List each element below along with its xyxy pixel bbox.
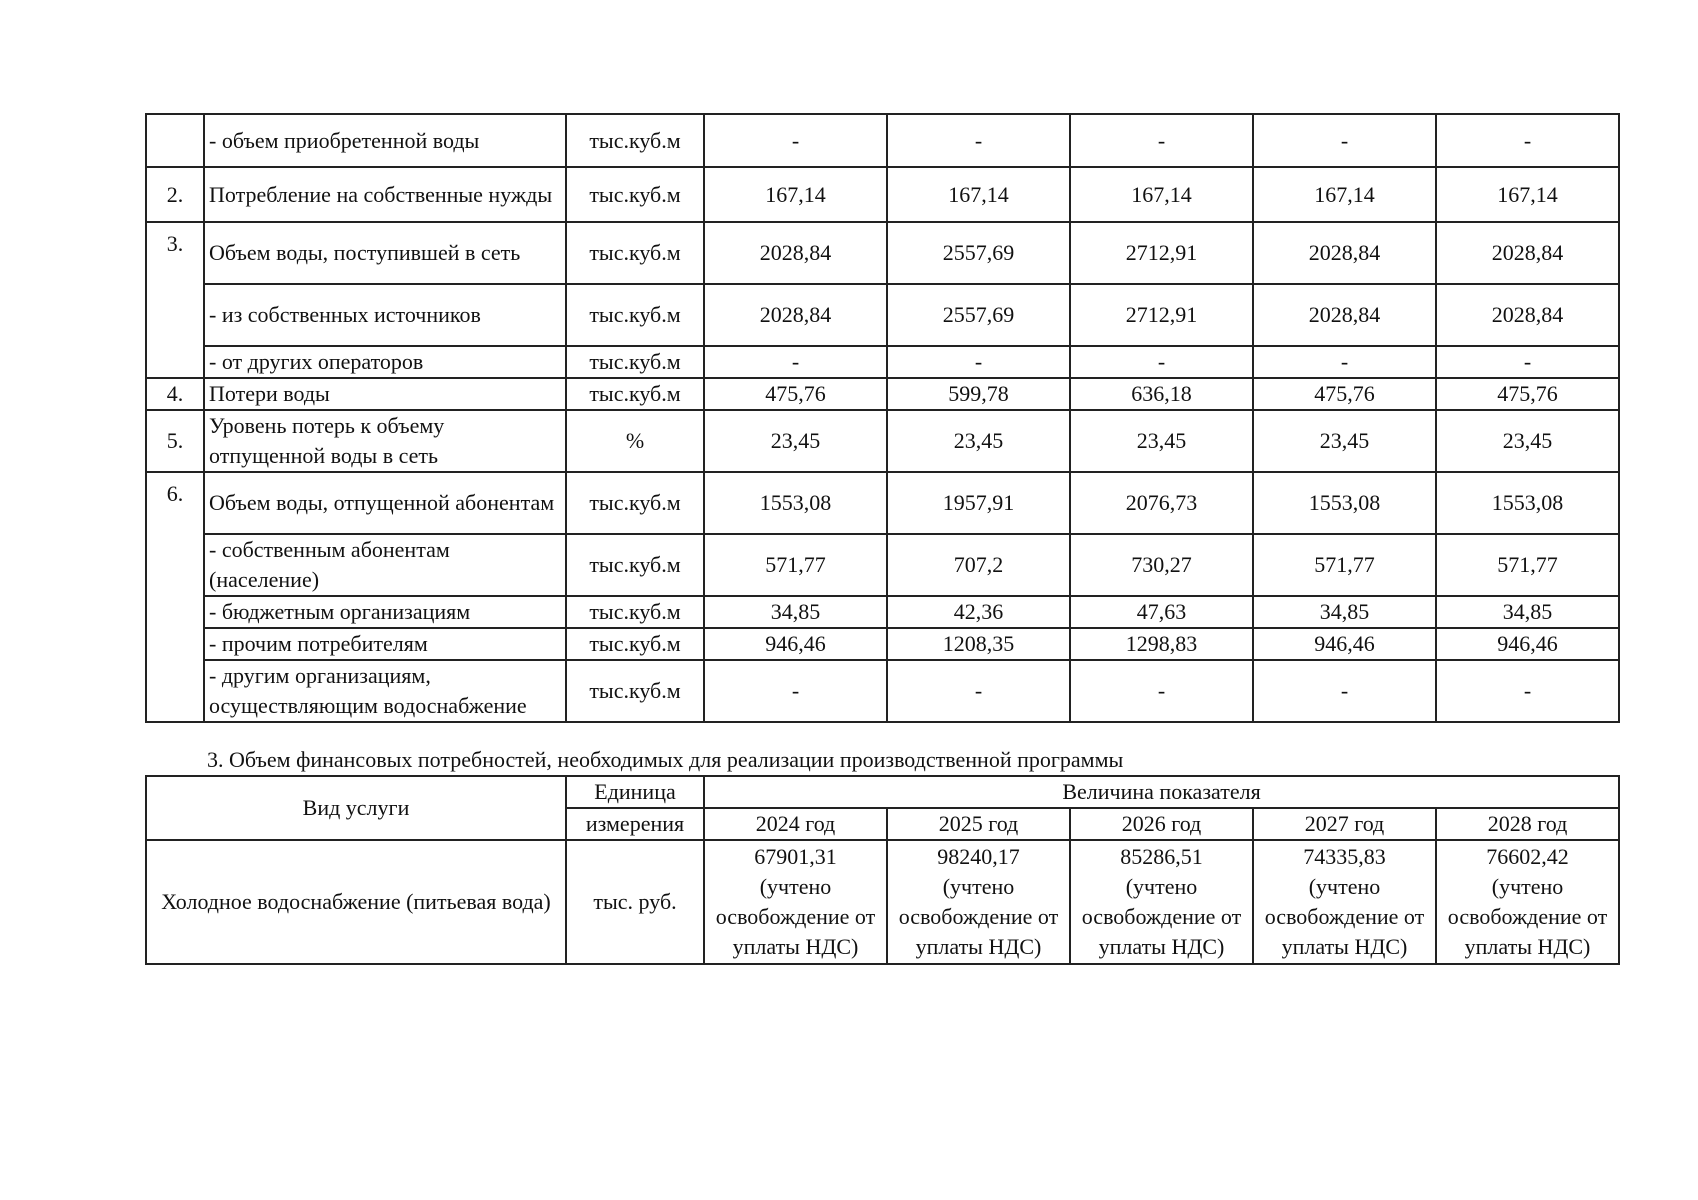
vat-note-line2: освобождение от	[1081, 904, 1242, 929]
value-cell: -	[1070, 114, 1253, 167]
row-label: Потери воды	[204, 378, 566, 410]
table-row	[146, 840, 1619, 964]
table-row	[146, 378, 1619, 410]
row-unit: тыс.куб.м	[566, 284, 704, 346]
value-cell: -	[1070, 660, 1253, 722]
vat-note-line2: освобождение от	[1447, 904, 1608, 929]
value-cell: 1298,83	[1070, 628, 1253, 660]
value-cell: 1957,91	[887, 472, 1070, 534]
table-row	[146, 284, 1619, 346]
row-label: - собственным абонентам (население)	[204, 534, 566, 596]
value-cell: -	[704, 660, 887, 722]
row-number: 3.	[146, 222, 204, 378]
row-number: 4.	[146, 378, 204, 410]
financial-value: 74335,83	[1303, 844, 1386, 869]
vat-note-line3: уплаты НДС)	[915, 934, 1042, 959]
row-number: 2.	[146, 167, 204, 222]
year-header: 2025 год	[887, 808, 1070, 840]
value-cell: 1553,08	[1253, 472, 1436, 534]
vat-note-line1: (учтено	[942, 874, 1015, 899]
vat-note-line3: уплаты НДС)	[1281, 934, 1408, 959]
table-row	[146, 167, 1619, 222]
year-header: 2028 год	[1436, 808, 1619, 840]
value-cell: 2028,84	[1253, 284, 1436, 346]
value-cell: 23,45	[1070, 410, 1253, 472]
financial-needs-table	[145, 775, 1620, 965]
value-cell: 2028,84	[1436, 284, 1619, 346]
value-cell: 730,27	[1070, 534, 1253, 596]
value-cell: 167,14	[1436, 167, 1619, 222]
value-cell: 571,77	[1253, 534, 1436, 596]
value-cell: 167,14	[887, 167, 1070, 222]
table-row	[146, 472, 1619, 534]
row-unit: тыс.куб.м	[566, 114, 704, 167]
value-cell: 167,14	[1253, 167, 1436, 222]
water-balance-table	[145, 113, 1620, 723]
value-cell: 2557,69	[887, 284, 1070, 346]
value-cell: -	[1070, 346, 1253, 378]
row-label: - из собственных источников	[204, 284, 566, 346]
value-cell: -	[1253, 346, 1436, 378]
row-label: - другим организациям, осуществляющим водоснабжение	[204, 660, 566, 722]
value-cell: 2028,84	[1436, 222, 1619, 284]
financial-value-cell	[704, 840, 887, 964]
value-cell: 946,46	[1253, 628, 1436, 660]
financial-value: 76602,42	[1486, 844, 1569, 869]
row-label: Уровень потерь к объему отпущенной воды в сеть	[204, 410, 566, 472]
row-label: - прочим потребителям	[204, 628, 566, 660]
financial-value: 67901,31	[754, 844, 837, 869]
vat-note-line3: уплаты НДС)	[732, 934, 859, 959]
vat-note-line1: (учтено	[759, 874, 832, 899]
service-name: Холодное водоснабжение (питьевая вода)	[146, 840, 566, 964]
value-cell: 2028,84	[704, 284, 887, 346]
vat-note-line3: уплаты НДС)	[1098, 934, 1225, 959]
value-cell: 34,85	[1436, 596, 1619, 628]
value-cell: 23,45	[1253, 410, 1436, 472]
row-label: Потребление на собственные нужды	[204, 167, 566, 222]
row-label: Объем воды, поступившей в сеть	[204, 222, 566, 284]
financial-value-cell	[887, 840, 1070, 964]
unit-header-line1: Единица	[566, 776, 704, 808]
value-cell: -	[704, 114, 887, 167]
value-cell: -	[1436, 114, 1619, 167]
row-unit: тыс.куб.м	[566, 378, 704, 410]
vat-note-line2: освобождение от	[898, 904, 1059, 929]
vat-note-line1: (учтено	[1125, 874, 1198, 899]
value-cell: 475,76	[1436, 378, 1619, 410]
year-header: 2026 год	[1070, 808, 1253, 840]
row-number: 5.	[146, 410, 204, 472]
row-label: - объем приобретенной воды	[204, 114, 566, 167]
vat-note-line2: освобождение от	[1264, 904, 1425, 929]
row-number	[146, 114, 204, 167]
financial-value-cell	[1070, 840, 1253, 964]
vat-note-line3: уплаты НДС)	[1464, 934, 1591, 959]
year-header: 2027 год	[1253, 808, 1436, 840]
table-row	[146, 222, 1619, 284]
value-cell: 167,14	[1070, 167, 1253, 222]
value-cell: 1553,08	[1436, 472, 1619, 534]
value-cell: -	[887, 346, 1070, 378]
row-unit: тыс.куб.м	[566, 167, 704, 222]
row-unit: тыс.куб.м	[566, 222, 704, 284]
value-cell: 571,77	[704, 534, 887, 596]
value-cell: 1553,08	[704, 472, 887, 534]
unit-header-line2: измерения	[566, 808, 704, 840]
value-cell: -	[1253, 114, 1436, 167]
row-unit: тыс.куб.м	[566, 596, 704, 628]
section-title: 3. Объем финансовых потребностей, необходимых для реализации производственной программы	[207, 747, 1124, 772]
table-row	[146, 660, 1619, 722]
table-row	[146, 114, 1619, 167]
value-cell: 599,78	[887, 378, 1070, 410]
value-cell: 2712,91	[1070, 284, 1253, 346]
value-cell: 571,77	[1436, 534, 1619, 596]
value-cell: 2076,73	[1070, 472, 1253, 534]
value-cell: -	[887, 660, 1070, 722]
row-unit: тыс.куб.м	[566, 346, 704, 378]
value-cell: 34,85	[704, 596, 887, 628]
table-row	[146, 628, 1619, 660]
value-cell: 636,18	[1070, 378, 1253, 410]
value-cell: 34,85	[1253, 596, 1436, 628]
value-cell: 475,76	[1253, 378, 1436, 410]
row-unit: тыс.куб.м	[566, 660, 704, 722]
value-cell: 2028,84	[704, 222, 887, 284]
value-cell: 2028,84	[1253, 222, 1436, 284]
value-cell: 167,14	[704, 167, 887, 222]
vat-note-line1: (учтено	[1491, 874, 1564, 899]
vat-note-line1: (учтено	[1308, 874, 1381, 899]
row-unit: %	[566, 410, 704, 472]
table-row	[146, 596, 1619, 628]
value-cell: -	[704, 346, 887, 378]
header-row	[146, 776, 1619, 808]
value-cell: 707,2	[887, 534, 1070, 596]
financial-value-cell	[1253, 840, 1436, 964]
financial-value: 85286,51	[1120, 844, 1203, 869]
value-cell: 475,76	[704, 378, 887, 410]
row-unit: тыс.куб.м	[566, 472, 704, 534]
row-number: 6.	[146, 472, 204, 722]
value-cell: 2712,91	[1070, 222, 1253, 284]
value-cell: -	[1436, 346, 1619, 378]
value-cell: -	[1436, 660, 1619, 722]
table-row	[146, 346, 1619, 378]
value-cell: 946,46	[1436, 628, 1619, 660]
value-cell: 23,45	[704, 410, 887, 472]
value-cell: 23,45	[887, 410, 1070, 472]
value-cell: 23,45	[1436, 410, 1619, 472]
row-label: - бюджетным организациям	[204, 596, 566, 628]
vat-note-line2: освобождение от	[715, 904, 876, 929]
row-label: Объем воды, отпущенной абонентам	[204, 472, 566, 534]
value-header: Величина показателя	[704, 776, 1619, 808]
value-cell: -	[1253, 660, 1436, 722]
value-cell: 946,46	[704, 628, 887, 660]
year-header: 2024 год	[704, 808, 887, 840]
table-row	[146, 534, 1619, 596]
financial-value: 98240,17	[937, 844, 1020, 869]
row-unit: тыс. руб.	[566, 840, 704, 964]
row-label: - от других операторов	[204, 346, 566, 378]
value-cell: 1208,35	[887, 628, 1070, 660]
value-cell: -	[887, 114, 1070, 167]
value-cell: 47,63	[1070, 596, 1253, 628]
table-row	[146, 410, 1619, 472]
service-header: Вид услуги	[146, 776, 566, 840]
financial-value-cell	[1436, 840, 1619, 964]
row-unit: тыс.куб.м	[566, 534, 704, 596]
row-unit: тыс.куб.м	[566, 628, 704, 660]
value-cell: 2557,69	[887, 222, 1070, 284]
value-cell: 42,36	[887, 596, 1070, 628]
